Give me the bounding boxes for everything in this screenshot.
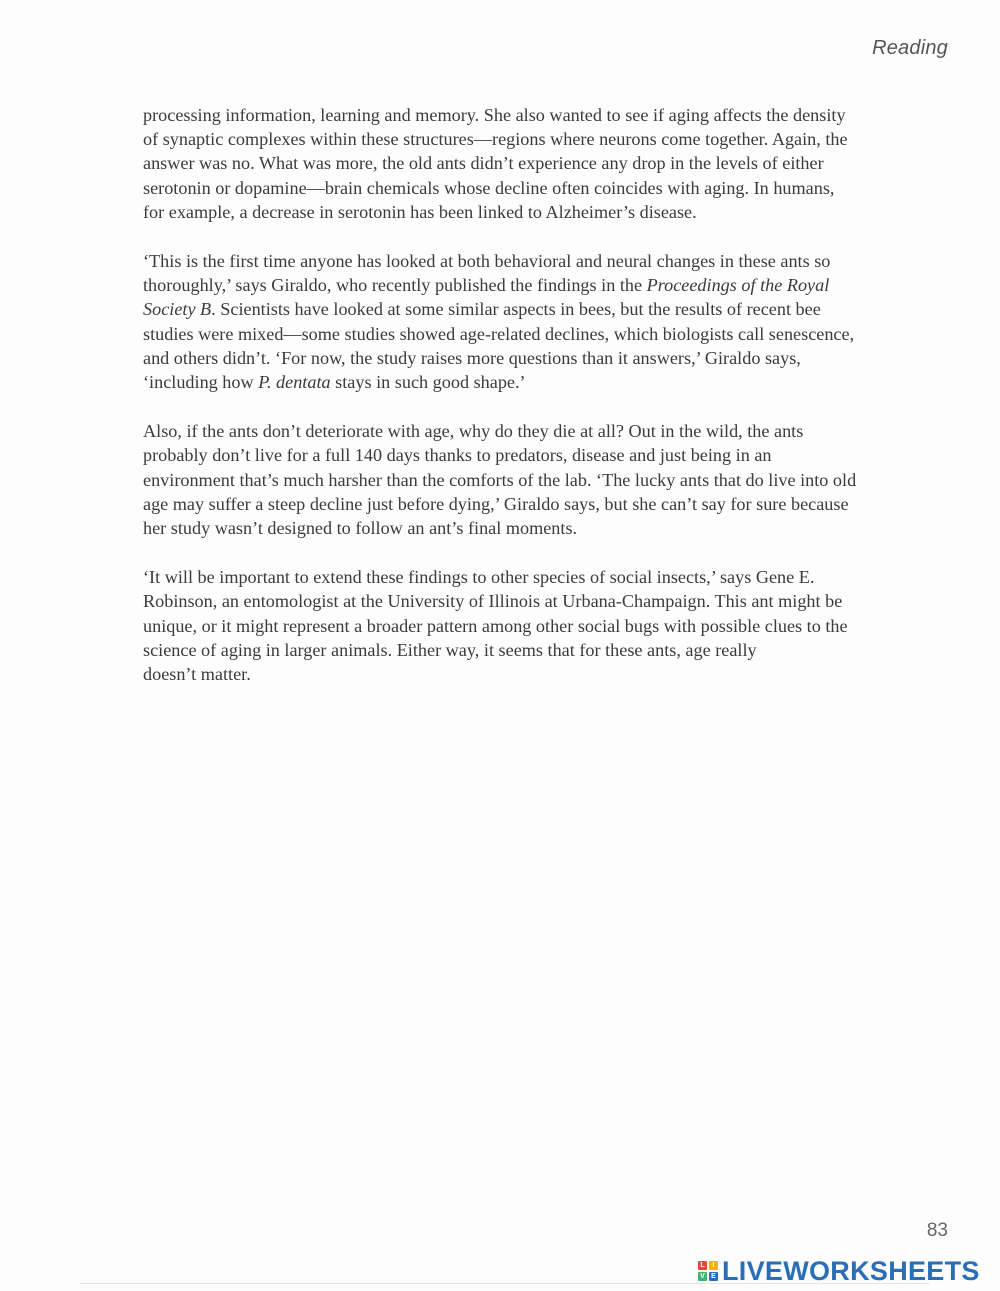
paragraph-3 [143,419,948,540]
logo-tile: V [698,1272,707,1281]
species-name-italic: P. dentata [258,372,331,393]
article-body [143,103,948,711]
text-run: stays in such good shape.’ [330,372,526,393]
liveworksheets-brand[interactable] [698,1256,980,1286]
text-line: unique, or it might represent a broader pattern among other social bugs with possible clues to the [143,615,848,636]
running-head: Reading [872,37,948,59]
text-line: her study wasn’t designed to follow an ant’s final moments. [143,518,578,539]
journal-title-italic: Proceedings of the Royal [646,275,830,296]
paragraph-4 [143,565,948,686]
text-line: probably don’t live for a full 140 days thanks to predators, disease and just being in an [143,445,772,466]
text-line [143,297,948,321]
text-line: Also, if the ants don’t deteriorate with age, why do they die at all? Out in the wild, the ants [143,421,804,442]
text-run: . Scientists have looked at some similar aspects in bees, but the results of recent bee [211,299,821,320]
logo-tile: L [698,1261,707,1270]
logo-tile: I [709,1261,718,1270]
text-line: environment that’s much harsher than the comforts of the lab. ‘The lucky ants that do live into old [143,469,857,490]
text-line: science of aging in larger animals. Either way, it seems that for these ants, age really [143,639,757,660]
text-line: ‘It will be important to extend these findings to other species of social insects,’ says Gene E. [143,567,815,588]
text-line: and others didn’t. ‘For now, the study raises more questions than it answers,’ Giraldo says, [143,347,801,368]
text-line: doesn’t matter. [143,664,251,685]
text-line: answer was no. What was more, the old ants didn’t experience any drop in the levels of either [143,153,824,174]
text-line [143,370,948,394]
page-number: 83 [926,1220,948,1241]
text-line: for example, a decrease in serotonin has been linked to Alzheimer’s disease. [143,201,697,222]
text-line: of synaptic complexes within these structures—regions where neurons come together. Again, the [143,129,848,150]
text-line: studies were mixed—some studies showed age-related declines, which biologists call senescence, [143,323,855,344]
paragraph-1 [143,103,948,224]
text-line [143,273,948,297]
liveworksheets-logo-icon [698,1261,718,1281]
text-line: serotonin or dopamine—brain chemicals whose decline often coincides with aging. In humans, [143,177,835,198]
text-line: age may suffer a steep decline just before dying,’ Giraldo says, but she can’t say for sure because [143,493,849,514]
text-line: processing information, learning and memory. She also wanted to see if aging affects the density [143,105,846,125]
logo-tile: E [709,1272,718,1281]
journal-title-italic: Society B [143,299,212,320]
paragraph-2 [143,249,948,394]
text-run: ‘including how [143,372,259,393]
text-line: Robinson, an entomologist at the University of Illinois at Urbana-Champaign. This ant might be [143,591,843,612]
text-run: thoroughly,’ says Giraldo, who recently published the findings in the [143,275,647,296]
text-line: ‘This is the first time anyone has looked at both behavioral and neural changes in these ants so [143,251,831,272]
brand-wordmark: LIVEWORKSHEETS [722,1256,980,1286]
